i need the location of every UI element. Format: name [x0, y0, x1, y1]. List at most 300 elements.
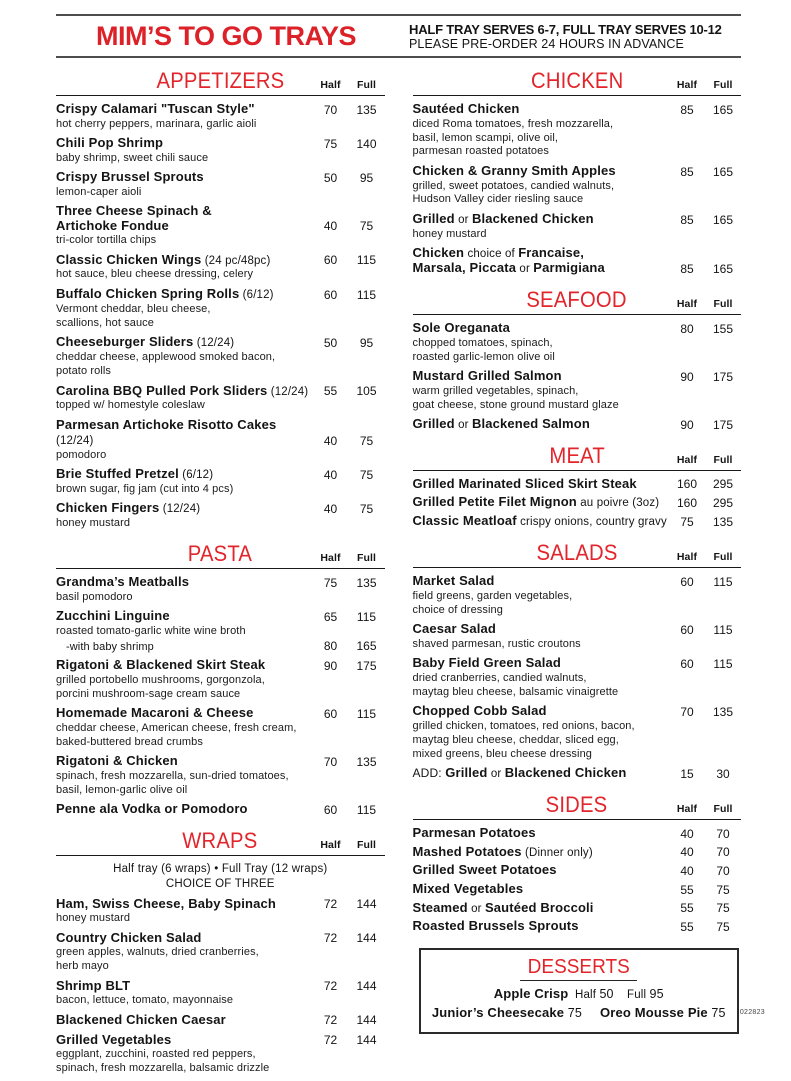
menu-item-name — [56, 335, 313, 350]
menu-item-row — [413, 882, 742, 897]
menu-item-name — [56, 706, 313, 721]
price-pair — [669, 575, 741, 589]
menu-item — [56, 931, 385, 973]
price-pair — [313, 1033, 385, 1047]
price-half: 70 — [680, 704, 694, 719]
item-name-part: Grilled Vegetables — [56, 1031, 172, 1047]
menu-item-description: warm grilled vegetables, spinach, — [412, 384, 579, 397]
section-title: SEAFOOD — [526, 287, 627, 313]
menu-item-row — [56, 1033, 385, 1048]
price-full: 140 — [356, 136, 377, 151]
menu-item-description: grilled, sweet potatoes, candied walnuts, — [412, 179, 615, 192]
item-name-part: Classic Meatloaf — [412, 513, 517, 529]
price-half: 75 — [323, 136, 338, 151]
menu-item-name — [56, 897, 313, 912]
item-name-part: Buffalo Chicken Spring Rolls — [56, 285, 240, 301]
price-half: 90 — [680, 369, 694, 384]
menu-item-row — [413, 417, 742, 432]
price-half: 60 — [680, 574, 694, 589]
price-pair — [669, 418, 741, 432]
price-full: 115 — [713, 622, 733, 637]
menu-item-name — [413, 863, 670, 878]
price-full: 75 — [359, 433, 374, 448]
price-pair — [313, 755, 385, 769]
section-header-salads — [413, 540, 742, 568]
price-pair — [313, 897, 385, 911]
menu-item — [56, 253, 385, 282]
price-pair — [313, 659, 385, 673]
price-half: 160 — [676, 496, 698, 511]
section-body — [413, 471, 742, 529]
menu-item-description: roasted tomato-garlic white wine broth — [56, 624, 246, 637]
menu-item-name — [413, 656, 670, 671]
menu-item — [413, 102, 742, 158]
menu-item-description: topped w/ homestyle coleslaw — [56, 399, 205, 412]
item-name-part: (12/24) — [159, 503, 201, 516]
menu-item-description: mixed greens, bleu cheese dressing — [412, 747, 593, 760]
menu-item-name — [413, 321, 670, 336]
menu-item — [56, 754, 385, 796]
menu-item — [56, 204, 385, 247]
price-full: 165 — [712, 102, 734, 117]
price-half: 85 — [680, 262, 694, 277]
menu-item — [413, 826, 742, 841]
section-body — [413, 96, 742, 276]
menu-item-description: Hudson Valley cider riesling sauce — [412, 193, 584, 206]
menu-item-description: basil, lemon scampi, olive oil, — [412, 131, 559, 144]
menu-item-name — [56, 658, 313, 673]
price-full: 70 — [716, 826, 730, 841]
menu-item-description: honey mustard — [56, 912, 131, 925]
menu-item-row — [413, 826, 742, 841]
menu-item-row — [413, 845, 742, 860]
item-name-part: Rigatoni & Blackened Skirt Steak — [56, 657, 266, 673]
full-column-label: Full — [356, 838, 377, 851]
section-title: SALADS — [536, 540, 618, 566]
menu-item — [413, 622, 742, 651]
menu-item-description: parmesan roasted potatoes — [412, 145, 549, 158]
price-full: 144 — [356, 897, 377, 912]
menu-item-row — [413, 901, 742, 916]
menu-item-row — [413, 369, 742, 384]
price-full: 115 — [356, 287, 377, 302]
price-half: 50 — [323, 170, 338, 185]
section-header-meat — [413, 443, 742, 471]
price-pair — [313, 219, 385, 233]
item-name-part: (6/12) — [239, 288, 274, 301]
section-body — [56, 96, 385, 530]
price-half: 90 — [323, 658, 338, 673]
price-pair — [669, 515, 741, 529]
price-pair — [313, 639, 385, 653]
price-full: 295 — [712, 477, 734, 492]
item-name-part: Parmigiana — [533, 260, 605, 276]
menu-item-row — [56, 136, 385, 151]
item-name-part: (6/12) — [178, 469, 214, 482]
price-half: 72 — [323, 897, 338, 912]
menu-item-description: spinach, fresh mozzarella, sun-dried tomatoes, — [56, 769, 289, 782]
price-full: 165 — [712, 212, 734, 227]
menu-item-description: hot sauce, bleu cheese dressing, celery — [56, 268, 254, 281]
menu-item-row — [56, 802, 385, 817]
section-title: WRAPS — [182, 827, 258, 853]
price-half: 40 — [680, 826, 694, 841]
item-name-part: Cheeseburger Sliders — [56, 334, 194, 350]
half-column-label: Half — [320, 838, 341, 851]
menu-item-row — [56, 754, 385, 769]
menu-item — [413, 704, 742, 760]
menu-item-name — [413, 514, 670, 529]
item-name-part: Chicken & Granny Smith Apples — [412, 162, 616, 178]
menu-item — [413, 514, 742, 529]
half-column-label: Half — [676, 79, 698, 91]
price-half: 75 — [680, 515, 694, 530]
price-pair — [313, 576, 385, 590]
menu-item — [413, 845, 742, 860]
menu-item-description: green apples, walnuts, dried cranberries, — [56, 946, 259, 959]
price-pair — [313, 1013, 385, 1027]
price-full: 165 — [712, 164, 734, 179]
price-half: 60 — [680, 622, 694, 637]
price-full: 70 — [716, 845, 730, 860]
half-column-label: Half — [676, 298, 698, 311]
section-sides — [413, 792, 742, 934]
menu-item-name — [413, 574, 670, 589]
price-full: 95 — [359, 336, 374, 351]
item-name-part: Grilled — [412, 416, 455, 431]
serving-note — [409, 22, 739, 51]
dessert-row — [429, 985, 730, 1004]
price-pair — [313, 979, 385, 993]
serving-note-line2: PLEASE PRE-ORDER 24 HOURS IN ADVANCE — [409, 37, 684, 51]
price-column-headers — [313, 839, 385, 851]
price-pair — [313, 931, 385, 945]
desserts-title: DESSERTS — [520, 956, 637, 981]
price-column-headers — [313, 552, 385, 564]
price-full: 115 — [356, 706, 377, 721]
price-half: 40 — [323, 433, 338, 448]
price-pair — [669, 901, 741, 915]
price-full: 144 — [356, 979, 377, 994]
item-name-part: Shrimp BLT — [56, 977, 131, 993]
item-name-part: 95 — [649, 986, 664, 1001]
menu-item-description: honey mustard — [56, 517, 131, 530]
item-name-part: Classic Chicken Wings — [56, 251, 202, 267]
menu-item — [56, 287, 385, 330]
menu-item-row — [413, 574, 742, 589]
half-column-label: Half — [676, 551, 698, 564]
section-salads — [413, 540, 742, 781]
price-pair — [669, 827, 741, 841]
price-full: 75 — [359, 468, 374, 483]
masthead — [56, 16, 741, 56]
price-full: 115 — [713, 574, 733, 589]
menu-item-row — [413, 656, 742, 671]
menu-item-subrow — [56, 639, 385, 653]
price-pair — [669, 920, 741, 934]
menu-item-description: grilled chicken, tomatoes, red onions, bacon, — [412, 719, 635, 732]
full-column-label: Full — [713, 453, 733, 466]
menu-item — [56, 501, 385, 530]
menu-item-row — [413, 919, 742, 934]
price-full: 75 — [716, 919, 730, 934]
menu-item-row — [56, 287, 385, 302]
price-half: 55 — [323, 384, 338, 399]
price-full: 135 — [356, 754, 377, 769]
menu-item-name — [413, 164, 670, 179]
price-half: 72 — [323, 979, 338, 994]
price-half: 50 — [323, 336, 338, 351]
menu-item — [56, 136, 385, 165]
price-full: 115 — [356, 802, 377, 817]
item-name-part: Chopped Cobb Salad — [412, 703, 547, 719]
menu-item-description: shaved parmesan, rustic croutons — [412, 637, 581, 650]
menu-item-row — [413, 102, 742, 117]
item-name-part: ADD: — [412, 766, 446, 781]
price-full: 175 — [712, 369, 734, 384]
price-full: 135 — [712, 515, 734, 530]
dessert-row — [429, 1004, 730, 1023]
section-header-appetizers — [56, 68, 385, 96]
item-name-part: Grilled — [445, 765, 488, 781]
menu-item-description: diced Roma tomatoes, fresh mozzarella, — [412, 117, 614, 130]
item-name-part: Grandma’s Meatballs — [56, 574, 190, 590]
item-name-part: (12/24) — [193, 337, 235, 350]
item-name-part: (24 pc/48pc) — [201, 254, 271, 267]
item-name-part: Mustard Grilled Salmon — [412, 368, 562, 384]
menu-item-name — [413, 704, 670, 719]
left-column — [56, 60, 385, 1081]
item-name-part: Brie Stuffed Pretzel — [56, 466, 179, 482]
menu-item-name — [56, 467, 313, 482]
item-name-part: or — [487, 768, 505, 781]
section-body — [56, 856, 385, 1075]
price-full: 135 — [356, 575, 377, 590]
price-full: 115 — [356, 609, 377, 624]
price-pair — [669, 477, 741, 491]
price-pair — [313, 803, 385, 817]
price-pair — [669, 165, 741, 179]
price-full: 144 — [356, 931, 377, 946]
menu-item — [413, 574, 742, 616]
menu-item-name — [56, 136, 313, 151]
full-column-label: Full — [356, 79, 377, 91]
price-column-headers — [669, 79, 741, 91]
price-pair — [313, 610, 385, 624]
menu-item — [56, 802, 385, 817]
price-full: 135 — [712, 704, 734, 719]
price-half: 70 — [323, 754, 338, 769]
menu-item-row — [56, 467, 385, 482]
item-name-part: Chicken Fingers — [56, 500, 160, 516]
menu-item-row — [56, 418, 385, 448]
menu-item-name — [413, 845, 670, 860]
item-name-part: Three Cheese Spinach & — [56, 203, 212, 219]
price-full: 165 — [356, 638, 377, 653]
section-body — [413, 568, 742, 781]
item-name-part: or — [467, 902, 485, 915]
section-pasta — [56, 541, 385, 817]
menu-item — [413, 164, 742, 206]
item-name-part: Baby Field Green Salad — [412, 655, 562, 671]
menu-item-name — [56, 931, 313, 946]
price-full: 95 — [359, 170, 374, 185]
menu-item — [56, 335, 385, 378]
menu-item-name — [413, 495, 670, 510]
menu-item-name — [413, 477, 670, 492]
menu-item-name — [413, 826, 670, 841]
menu-item-name — [56, 802, 313, 817]
item-name-part: Blackened Chicken Caesar — [56, 1011, 226, 1027]
right-column — [413, 60, 742, 1081]
half-column-label: Half — [320, 552, 341, 565]
item-name-part: Francaise, — [518, 245, 585, 261]
item-name-part: choice of — [464, 248, 519, 261]
price-pair — [669, 103, 741, 117]
item-name-part: Ham, Swiss Cheese, Baby Spinach — [56, 895, 276, 911]
menu-item-name — [56, 253, 313, 268]
menu-item — [56, 170, 385, 199]
footer-code: 022823 — [739, 1009, 765, 1016]
section-title: SIDES — [545, 791, 608, 817]
price-full: 115 — [713, 656, 733, 671]
item-name-part: Grilled — [412, 210, 455, 226]
price-half: 60 — [323, 253, 338, 268]
menu-item-row — [56, 384, 385, 399]
half-column-label: Half — [676, 802, 698, 815]
menu-item — [56, 658, 385, 700]
item-name-part: Marsala, Piccata — [412, 260, 517, 276]
price-half: 60 — [323, 802, 338, 817]
header-divider — [56, 56, 741, 58]
item-name-part: Apple Crisp — [493, 985, 569, 1001]
menu-item-description: potato rolls — [56, 365, 112, 378]
price-pair — [669, 322, 741, 336]
menu-item-description: cheddar cheese, American cheese, fresh cream, — [56, 721, 297, 734]
price-pair — [669, 845, 741, 859]
price-full: 105 — [356, 384, 377, 399]
item-name-part: (12/24) — [56, 434, 94, 447]
menu-item-name — [413, 622, 670, 637]
price-half: 55 — [680, 882, 694, 897]
item-name-part: Grilled Sweet Potatoes — [412, 862, 557, 878]
item-name-part: Oreo Mousse Pie — [600, 1004, 708, 1020]
full-column-label: Full — [713, 551, 733, 564]
menu-item-subtext: -with baby shrimp — [66, 640, 154, 653]
menu-item-name — [56, 204, 313, 233]
item-name-part: Penne ala Vodka or Pomodoro — [56, 801, 248, 817]
menu-item-description: porcini mushroom-sage cream sauce — [56, 687, 241, 700]
menu-item — [413, 766, 742, 781]
menu-item-row — [56, 931, 385, 946]
item-name-part: Country Chicken Salad — [56, 929, 202, 945]
desserts-box — [419, 948, 740, 1034]
item-name-part: Zucchini Linguine — [56, 608, 170, 624]
menu-item-description: spinach, fresh mozzarella, balsamic drizzle — [56, 1062, 270, 1075]
menu-item-description: maytag bleu cheese, balsamic vinaigrette — [412, 685, 619, 698]
menu-item-description: herb mayo — [56, 960, 109, 973]
section-notes — [56, 862, 385, 892]
menu-item-description: pomodoro — [56, 448, 107, 461]
menu-item-row — [413, 246, 742, 276]
menu-item-description: goat cheese, stone ground mustard glaze — [412, 398, 619, 411]
price-full: 30 — [716, 766, 730, 781]
item-name-part: Crispy Brussel Sprouts — [56, 169, 204, 185]
section-wraps — [56, 828, 385, 1075]
menu-item-name — [413, 417, 670, 432]
full-column-label: Full — [713, 802, 733, 815]
menu-item-description: choice of dressing — [412, 603, 503, 616]
menu-item-row — [56, 501, 385, 516]
price-half: 72 — [323, 1033, 338, 1048]
price-pair — [669, 213, 741, 227]
price-full: 175 — [356, 658, 377, 673]
menu-item-description: cheddar cheese, applewood smoked bacon, — [56, 351, 276, 364]
price-half: 72 — [323, 931, 338, 946]
menu-item-description: honey mustard — [412, 227, 487, 240]
menu-item-row — [56, 1013, 385, 1028]
menu-item-name — [56, 287, 313, 302]
menu-item — [413, 495, 742, 510]
menu-item-name — [56, 102, 313, 117]
price-pair — [313, 336, 385, 350]
menu-item — [413, 321, 742, 363]
menu-item-name — [413, 246, 670, 276]
menu-item-name — [56, 418, 313, 448]
item-name-part: Crispy Calamari "Tuscan Style" — [56, 101, 255, 116]
item-name-part: Sautéed Chicken — [412, 101, 520, 116]
menu-item-name — [413, 369, 670, 384]
menu-item-row — [56, 102, 385, 117]
section-note-line: Half tray (6 wraps) • Full Tray (12 wraps) — [113, 862, 328, 875]
price-pair — [669, 864, 741, 878]
item-name-part: (12/24) — [267, 385, 309, 398]
menu-item — [413, 246, 742, 276]
menu-item-description: lemon-caper aioli — [56, 185, 142, 198]
menu-item-description: bacon, lettuce, tomato, mayonnaise — [56, 994, 234, 1007]
menu-item — [413, 212, 742, 241]
menu-item-description: eggplant, zucchini, roasted red peppers, — [56, 1048, 256, 1061]
menu-item-name — [56, 384, 313, 399]
half-column-label: Half — [676, 453, 698, 466]
price-full: 115 — [356, 253, 377, 268]
menu-item — [413, 863, 742, 878]
menu-item-description: basil, lemon-garlic olive oil — [56, 783, 188, 796]
section-header-seafood — [413, 287, 742, 315]
price-half: 40 — [680, 863, 694, 878]
menu-item — [56, 575, 385, 604]
price-pair — [313, 288, 385, 302]
menu-item-name — [413, 102, 670, 117]
price-half: 160 — [676, 477, 698, 492]
item-name-part: Mixed Vegetables — [412, 880, 524, 896]
price-half: 80 — [323, 638, 338, 653]
menu-item-name — [56, 609, 313, 624]
section-header-wraps — [56, 828, 385, 856]
price-pair — [313, 384, 385, 398]
item-name-part: Full — [613, 988, 650, 1001]
price-full: 75 — [359, 219, 374, 234]
price-full: 75 — [716, 901, 730, 916]
item-name-part: or — [516, 263, 534, 276]
half-column-label: Half — [320, 79, 341, 91]
item-name-part: Grilled Marinated Sliced Skirt Steak — [412, 475, 637, 491]
menu-item-row — [413, 622, 742, 637]
section-header-pasta — [56, 541, 385, 569]
price-half: 85 — [680, 212, 694, 227]
item-name-part: Chicken — [412, 245, 465, 261]
price-pair — [669, 262, 741, 276]
